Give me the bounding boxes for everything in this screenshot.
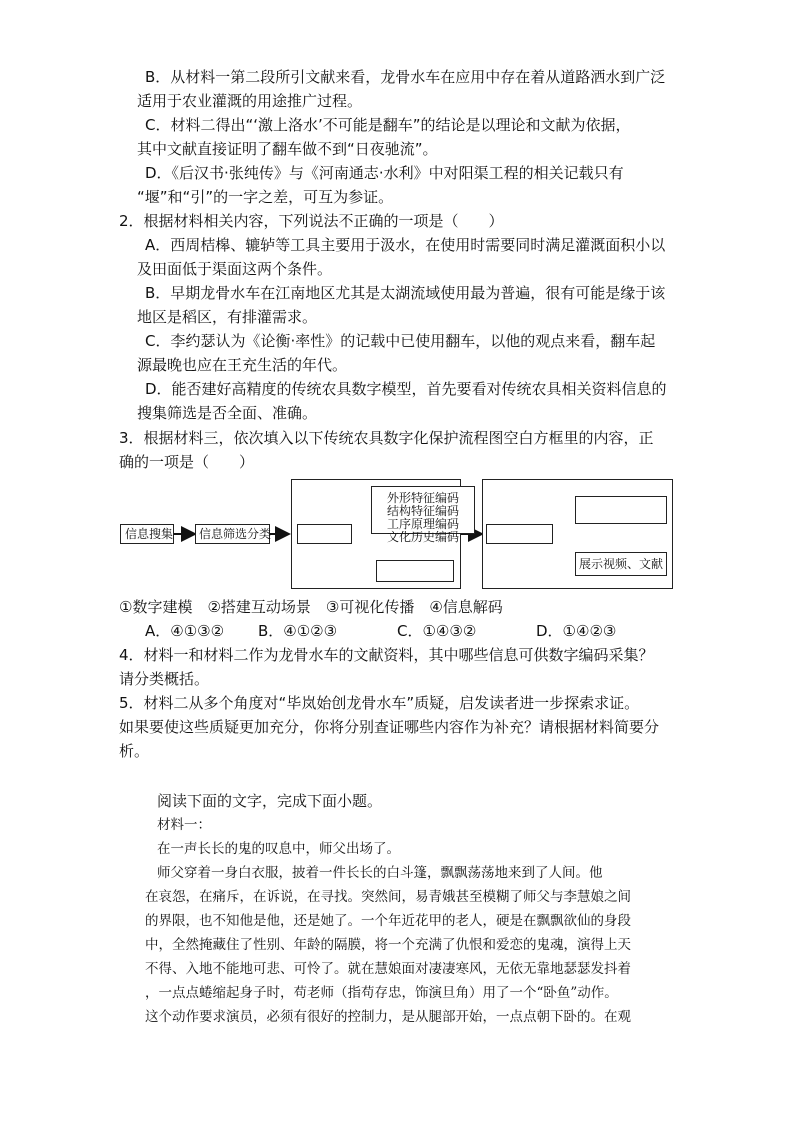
reading-intro: 阅读下面的文字，完成下面小题。 [157, 792, 383, 810]
material-paragraph-line: 不得、入地不能地可悲、可怜了。就在慧娘面对凄凄寒风，无依无靠地瑟瑟发抖着 [145, 961, 631, 977]
material-paragraph-1: 在一声长长的鬼的叹息中，师父出场了。 [157, 841, 400, 857]
q3-stem-line1: 3．根据材料三，依次填入以下传统农具数字化保护流程图空白方框里的内容，正 [119, 429, 654, 447]
q5-line1: 5．材料二从多个角度对“毕岚始创龙骨水车”质疑，启发读者进一步探索求证。 [119, 694, 640, 712]
q3-stem-line2: 确的一项是（ ） [119, 453, 255, 471]
q1-option-d-line1: D．《后汉书·张纯传》与《河南通志·水利》中对阳渠工程的相关记载只有 [145, 164, 624, 182]
q1-option-b-line1: B．从材料一第二段所引文献来看，龙骨水车在应用中存在着从道路洒水到广泛 [145, 68, 666, 86]
q1-option-b-line2: 适用于农业灌溉的用途推广过程。 [137, 92, 363, 110]
q3-option-b: B．④①②③ [258, 622, 338, 640]
q4-line1: 4．材料一和材料二作为龙骨水车的文献资料，其中哪些信息可供数字编码采集？ [119, 646, 654, 664]
q1-option-c-line2: 其中文献直接证明了翻车做不到“日夜驰流”。 [137, 140, 438, 158]
q1-option-d-line2: “堰”和“引”的一字之差，可互为参证。 [137, 188, 394, 206]
q3-option-c: C．①④③② [397, 622, 477, 640]
flowchart [119, 476, 675, 592]
codes-list [377, 492, 469, 544]
q2-option-b-line2: 地区是稻区，有排灌需求。 [137, 308, 318, 326]
material-paragraph-line: ，一点点蜷缩起身子时，苟老师（指苟存忠，饰演旦角）用了一个“卧鱼”动作。 [145, 985, 618, 1001]
q2-option-b-line1: B．早期龙骨水车在江南地区尤其是太湖流域使用最为普遍，很有可能是缘于该 [145, 284, 666, 302]
q2-option-a-line1: A．西周桔槔、辘轳等工具主要用于汲水，在使用时需要同时满足灌溉面积小以 [145, 236, 666, 254]
q1-option-c-line1: C．材料二得出“‘激上洛水’不可能是翻车”的结论是以理论和文献为依据， [145, 116, 631, 134]
blank-box-2 [376, 560, 454, 582]
q2-option-c-line2: 源最晚也应在王充生活的年代。 [137, 356, 348, 374]
q3-option-d: D．①④②③ [536, 622, 617, 640]
box-info-collect [120, 524, 174, 544]
box-display [575, 552, 667, 576]
q4-line2: 请分类概括。 [119, 670, 210, 688]
q5-line3: 析。 [119, 742, 150, 760]
q3-items: ①数字建模 ②搭建互动场景 ③可视化传播 ④信息解码 [119, 598, 503, 616]
blank-box-1 [297, 524, 352, 544]
code-item: 工序原理编码 [386, 517, 459, 531]
material-paragraph-line: 这个动作要求演员，必须有很好的控制力，是从腿部开始，一点点朝下卧的。在观 [145, 1009, 631, 1025]
q2-option-c-line1: C．李约瑟认为《论衡·率性》的记载中已使用翻车，以他的观点来看，翻车起 [145, 332, 656, 350]
q2-option-d-line2: 搜集筛选是否全面、准确。 [137, 404, 318, 422]
code-item: 外形特征编码 [386, 491, 459, 505]
q5-line2: 如果要使这些质疑更加充分，你将分别查证哪些内容作为补充？请根据材料简要分 [119, 718, 660, 736]
material-paragraph-line: 的界限，也不知他是他，还是她了。一个年近花甲的老人，硬是在飘飘欲仙的身段 [145, 913, 631, 929]
code-item: 结构特征编码 [386, 504, 459, 518]
material-paragraph-line: 在哀怨，在痛斥，在诉说，在寻找。突然间，易青娥甚至模糊了师父与李慧娘之间 [145, 889, 631, 905]
box-display-label: 展示视频、文献 [579, 557, 664, 571]
box-info-filter [195, 524, 270, 544]
material-label: 材料一： [157, 817, 211, 833]
material-paragraph-line: 中，全然掩藏住了性别、年龄的隔膜，将一个充满了仇恨和爱恋的鬼魂，演得上天 [145, 937, 631, 953]
material-paragraph-line: 师父穿着一身白衣服，披着一件长长的白斗篷，飘飘荡荡地来到了人间。他 [157, 865, 603, 881]
blank-box-3 [486, 524, 553, 544]
q2-option-d-line1: D．能否建好高精度的传统农具数字模型，首先要看对传统农具相关资料信息的 [145, 380, 667, 398]
blank-box-4 [575, 496, 667, 524]
box-info-filter-label: 信息筛选分类 [199, 527, 272, 541]
box-info-collect-label: 信息搜集 [125, 527, 174, 541]
q2-option-a-line2: 及田面低于渠面这两个条件。 [137, 260, 333, 278]
q2-stem: 2．根据材料相关内容，下列说法不正确的一项是（ ） [119, 212, 504, 230]
code-item: 文化历史编码 [386, 530, 459, 544]
q3-option-a: A．④①③② [145, 622, 225, 640]
